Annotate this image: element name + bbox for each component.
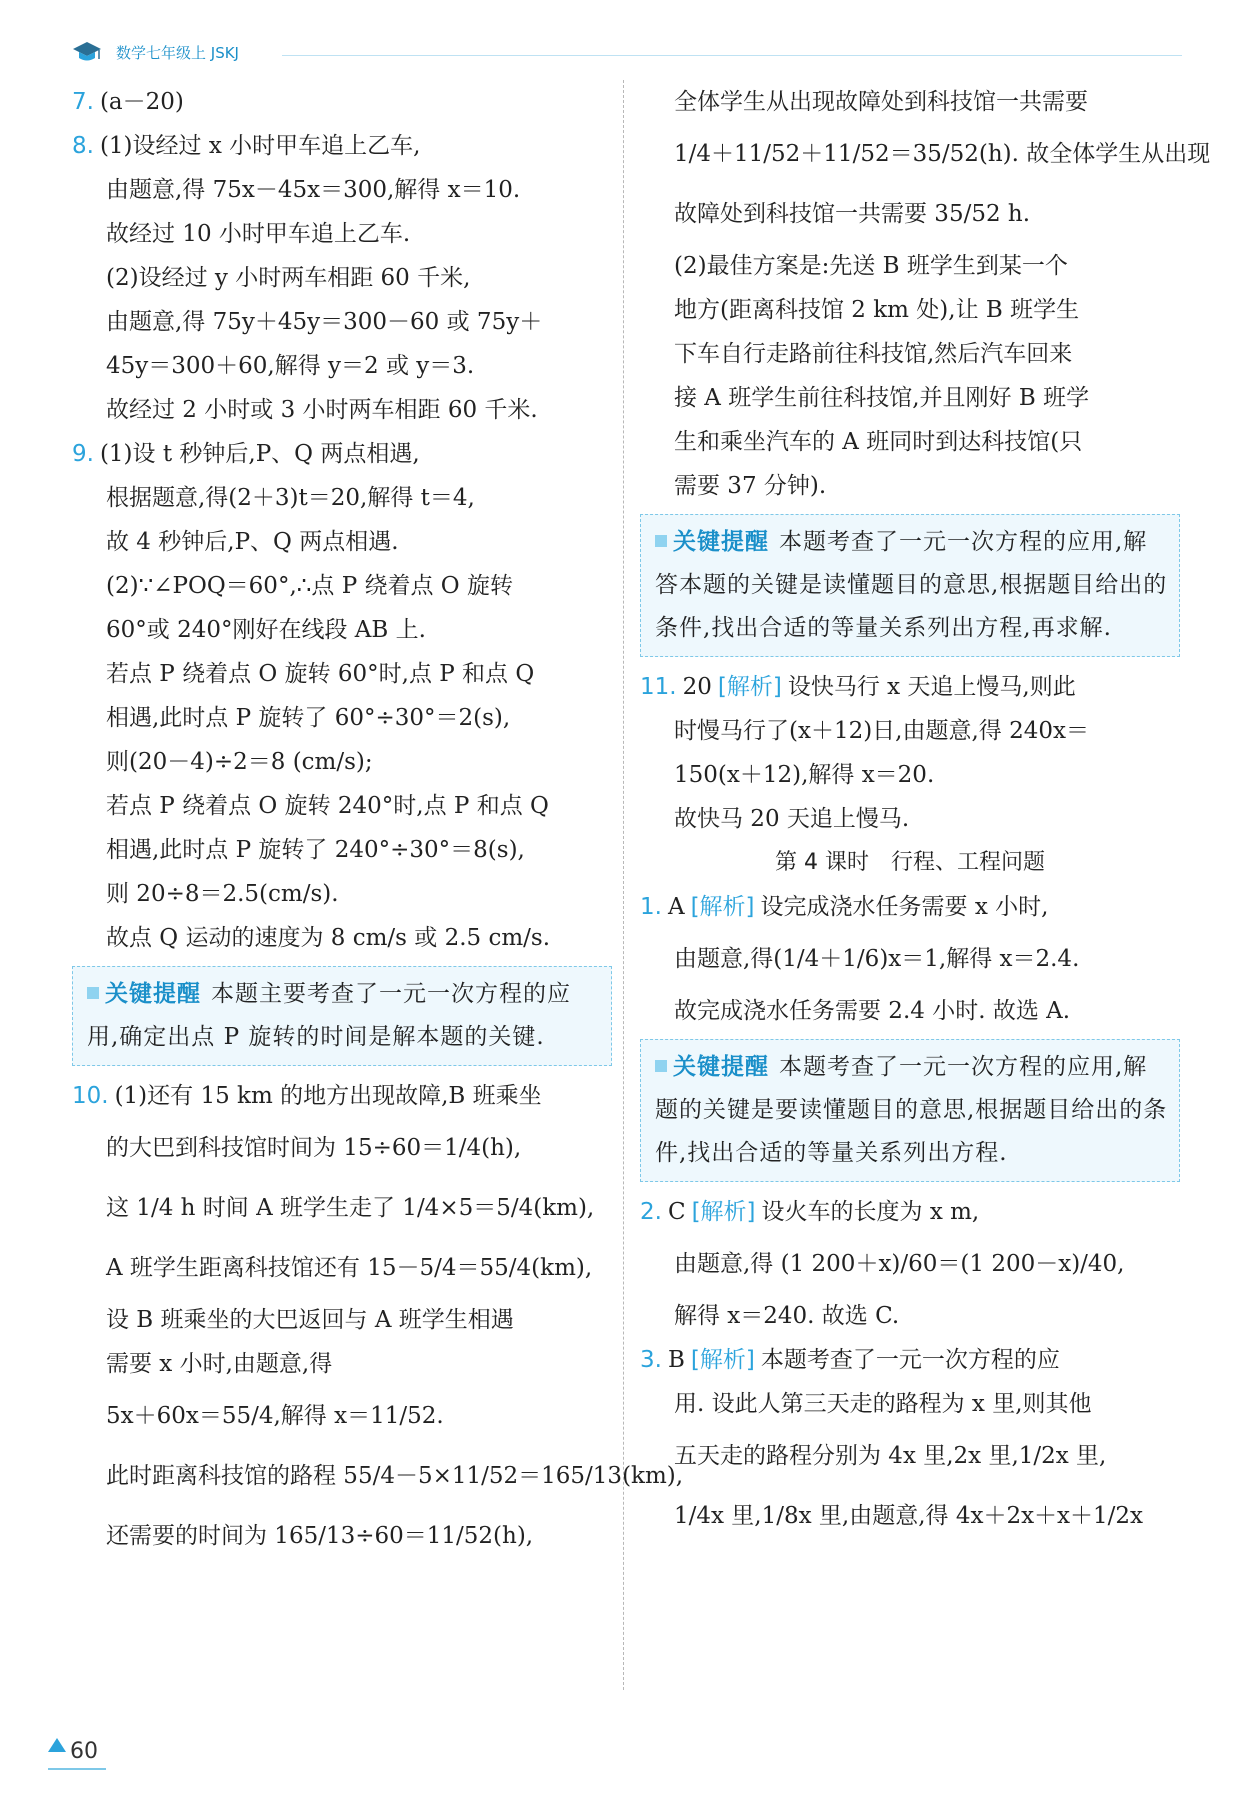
answer-line: 故经过 2 小时或 3 小时两车相距 60 千米.: [106, 397, 538, 423]
answer-line: 11. 20 [解析] 设快马行 x 天追上慢马,则此: [640, 674, 1076, 700]
answer-line: A 班学生距离科技馆还有 15－5/4＝55/4(km),: [106, 1255, 593, 1281]
page-number: 60: [70, 1739, 98, 1764]
answer-line: 此时距离科技馆的路程 55/4－5×11/52＝165/13(km),: [106, 1463, 684, 1489]
answer-line: 用. 设此人第三天走的路程为 x 里,则其他: [674, 1391, 1092, 1417]
answer-line: 由题意,得 75x－45x＝300,解得 x＝10.: [106, 177, 521, 203]
key-reminder-text: 本题考查了一元一次方程的应用,解答本题的关键是读懂题目的意思,根据题目给出的条件,找出合适的等量关系列出方程,再求解.: [655, 529, 1168, 641]
answer-line: 生和乘坐汽车的 A 班同时到达科技馆(只: [674, 429, 1083, 455]
answer-line: 故点 Q 运动的速度为 8 cm/s 或 2.5 cm/s.: [106, 925, 551, 951]
question-number: 11.: [640, 674, 677, 700]
page-number-underline: [48, 1768, 106, 1770]
analysis-tag: [解析]: [690, 894, 755, 920]
answer-line: 由题意,得 75y＋45y＝300－60 或 75y＋: [106, 309, 543, 335]
answer-line: 若点 P 绕着点 O 旋转 60°时,点 P 和点 Q: [106, 661, 535, 687]
answer-line: 1/4x 里,1/8x 里,由题意,得 4x＋2x＋x＋1/2x: [674, 1503, 1144, 1529]
answer-line: 则 20÷8＝2.5(cm/s).: [106, 881, 339, 907]
answer-line: 2. C [解析] 设火车的长度为 x m,: [640, 1199, 980, 1225]
key-reminder-label: 关键提醒: [655, 1054, 769, 1080]
answer-line: 由题意,得(1/4＋1/6)x＝1,解得 x＝2.4.: [674, 946, 1080, 972]
header-title: 数学七年级上 JSKJ: [116, 44, 239, 62]
answer-line: 45y＝300＋60,解得 y＝2 或 y＝3.: [106, 353, 475, 379]
key-reminder-label: 关键提醒: [655, 529, 769, 555]
key-reminder-box: [72, 966, 612, 1066]
answer-line: 这 1/4 h 时间 A 班学生走了 1/4×5＝5/4(km),: [106, 1195, 595, 1221]
section-heading: 第 4 课时 行程、工程问题: [775, 850, 1045, 875]
answer-line: 由题意,得 (1 200＋x)/60＝(1 200－x)/40,: [674, 1251, 1125, 1277]
question-number: 3.: [640, 1347, 662, 1373]
answer-line: 故经过 10 小时甲车追上乙车.: [106, 221, 411, 247]
answer-line: 相遇,此时点 P 旋转了 240°÷30°＝8(s),: [106, 837, 525, 863]
answer-line: 150(x＋12),解得 x＝20.: [674, 762, 935, 788]
key-reminder-text: 本题主要考查了一元一次方程的应用,确定出点 P 旋转的时间是解本题的关键.: [87, 981, 571, 1050]
analysis-tag: [解析]: [690, 1347, 755, 1373]
answer-line: 时慢马行了(x＋12)日,由题意,得 240x＝: [674, 718, 1089, 744]
answer-line: 下车自行走路前往科技馆,然后汽车回来: [674, 341, 1073, 367]
right-column: [640, 80, 1211, 1546]
answer-line: 10. (1)还有 15 km 的地方出现故障,B 班乘坐: [72, 1083, 542, 1109]
answer-line: 故完成浇水任务需要 2.4 小时. 故选 A.: [674, 998, 1071, 1024]
answer-line: 接 A 班学生前往科技馆,并且刚好 B 班学: [674, 385, 1090, 411]
key-reminder-box: [640, 1039, 1180, 1182]
left-column: [72, 80, 684, 1566]
answer-line: 5x＋60x＝55/4,解得 x＝11/52.: [106, 1403, 444, 1429]
key-reminder-label: 关键提醒: [87, 981, 201, 1007]
answer-line: 1/4＋11/52＋11/52＝35/52(h). 故全体学生从出现: [674, 141, 1211, 167]
answer-line: (2)设经过 y 小时两车相距 60 千米,: [106, 265, 471, 291]
answer-line: 故障处到科技馆一共需要 35/52 h.: [674, 201, 1031, 227]
answer-line: 则(20－4)÷2＝8 (cm/s);: [106, 749, 373, 775]
answer-line: 3. B [解析] 本题考查了一元一次方程的应: [640, 1347, 1060, 1373]
page-header: [72, 38, 1182, 68]
answer-line: 五天走的路程分别为 4x 里,2x 里,1/2x 里,: [674, 1443, 1107, 1469]
answer-line: (2)∵∠POQ＝60°,∴点 P 绕着点 O 旋转: [106, 573, 513, 599]
answer-line: 1. A [解析] 设完成浇水任务需要 x 小时,: [640, 894, 1049, 920]
answer-line: 的大巴到科技馆时间为 15÷60＝1/4(h),: [106, 1135, 522, 1161]
answer-line: 解得 x＝240. 故选 C.: [674, 1303, 900, 1329]
answer-line: 60°或 240°刚好在线段 AB 上.: [106, 617, 426, 643]
question-number: 10.: [72, 1083, 109, 1109]
page-footer: [48, 1738, 98, 1772]
answer-line: 若点 P 绕着点 O 旋转 240°时,点 P 和点 Q: [106, 793, 549, 819]
answer-line: 故快马 20 天追上慢马.: [674, 806, 910, 832]
analysis-tag: [解析]: [691, 1199, 756, 1225]
key-reminder-text: 本题考查了一元一次方程的应用,解题的关键是要读懂题目的意思,根据题目给出的条件,找出合适的等量关系列出方程.: [655, 1054, 1168, 1166]
question-number: 9.: [72, 441, 94, 467]
answer-line: (2)最佳方案是:先送 B 班学生到某一个: [674, 253, 1068, 279]
answer-line: 地方(距离科技馆 2 km 处),让 B 班学生: [674, 297, 1080, 323]
answer-line: 设 B 班乘坐的大巴返回与 A 班学生相遇: [106, 1307, 514, 1333]
answer-line: 还需要的时间为 165/13÷60＝11/52(h),: [106, 1523, 534, 1549]
question-number: 1.: [640, 894, 662, 920]
answer-line: 需要 x 小时,由题意,得: [106, 1351, 333, 1377]
answer-line: 根据题意,得(2＋3)t＝20,解得 t＝4,: [106, 485, 475, 511]
answer-line: 9. (1)设 t 秒钟后,P、Q 两点相遇,: [72, 441, 420, 467]
page-arrow-icon: [48, 1738, 66, 1752]
answer-line: 8. (1)设经过 x 小时甲车追上乙车,: [72, 133, 421, 159]
header-rule: [282, 55, 1182, 56]
answer-line: 7. (a－20): [72, 89, 184, 115]
analysis-tag: [解析]: [717, 674, 782, 700]
key-reminder-box: [640, 514, 1180, 657]
answer-line: 需要 37 分钟).: [674, 473, 827, 499]
question-number: 8.: [72, 133, 94, 159]
question-number: 2.: [640, 1199, 662, 1225]
answer-line: 全体学生从出现故障处到科技馆一共需要: [674, 89, 1088, 115]
answer-line: 相遇,此时点 P 旋转了 60°÷30°＝2(s),: [106, 705, 511, 731]
answer-line: 故 4 秒钟后,P、Q 两点相遇.: [106, 529, 399, 555]
question-number: 7.: [72, 89, 94, 115]
graduation-cap-icon: [72, 40, 102, 64]
